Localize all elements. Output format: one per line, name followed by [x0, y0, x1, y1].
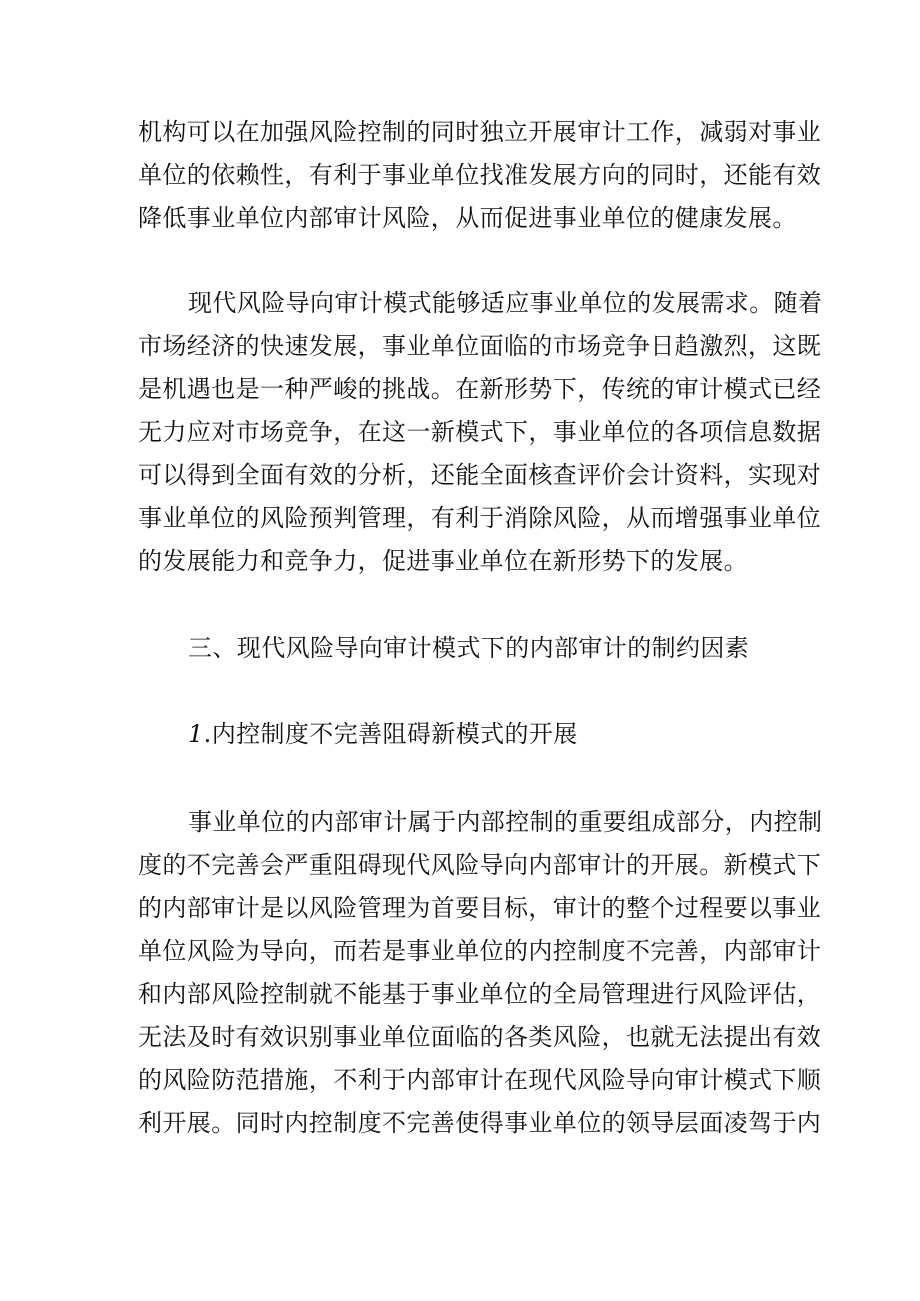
- paragraph-line: 的内部审计是以风险管理为首要目标，审计的整个过程要以事业: [138, 894, 822, 922]
- paragraph-line: 市场经济的快速发展，事业单位面临的市场竞争日趋激烈，这既: [138, 332, 822, 360]
- paragraph-line: 现代风险导向审计模式能够适应事业单位的发展需求。随着: [188, 289, 823, 317]
- paragraph-line: 利开展。同时内控制度不完善使得事业单位的领导层面凌驾于内: [138, 1109, 822, 1137]
- subheading-text: .内控制度不完善阻碍新模式的开展: [203, 720, 578, 748]
- subheading-number: 1: [188, 720, 204, 748]
- paragraph-line: 无力应对市场竞争，在这一新模式下，事业单位的各项信息数据: [138, 418, 822, 446]
- section-heading-text: 三、现代风险导向审计模式下的内部审计的制约因素: [188, 634, 750, 662]
- subheading-line: [138, 713, 788, 756]
- paragraph-line: 可以得到全面有效的分析，还能全面核查评价会计资料，实现对: [138, 461, 822, 489]
- paragraph-line: 机构可以在加强风险控制的同时独立开展审计工作，减弱对事业: [138, 118, 822, 146]
- paragraph-line: 的发展能力和竞争力，促进事业单位在新形势下的发展。: [138, 547, 748, 575]
- paragraph-line: 单位的依赖性，有利于事业单位找准发展方向的同时，还能有效: [138, 161, 822, 189]
- paragraph-line: 的风险防范措施，不利于内部审计在现代风险导向审计模式下顺: [138, 1066, 822, 1094]
- paragraph-line: 降低事业单位内部审计风险，从而促进事业单位的健康发展。: [138, 204, 797, 232]
- paragraph-line: 是机遇也是一种严峻的挑战。在新形势下，传统的审计模式已经: [138, 375, 822, 403]
- subheading: [138, 713, 788, 756]
- section-heading: [138, 627, 788, 670]
- paragraph-line: 和内部风险控制就不能基于事业单位的全局管理进行风险评估，: [138, 980, 822, 1008]
- paragraph-2: [138, 282, 823, 583]
- paragraph-line: 单位风险为导向，而若是事业单位的内控制度不完善，内部审计: [138, 937, 822, 965]
- paragraph-3: [138, 801, 823, 1145]
- paragraph-line: 事业单位的内部审计属于内部控制的重要组成部分，内控制: [188, 808, 823, 836]
- paragraph-line: 无法及时有效识别事业单位面临的各类风险，也就无法提出有效: [138, 1023, 822, 1051]
- paragraph-line: 事业单位的风险预判管理，有利于消除风险，从而增强事业单位: [138, 504, 822, 532]
- paragraph-1: [138, 111, 822, 240]
- paragraph-line: 度的不完善会严重阻碍现代风险导向内部审计的开展。新模式下: [138, 851, 822, 879]
